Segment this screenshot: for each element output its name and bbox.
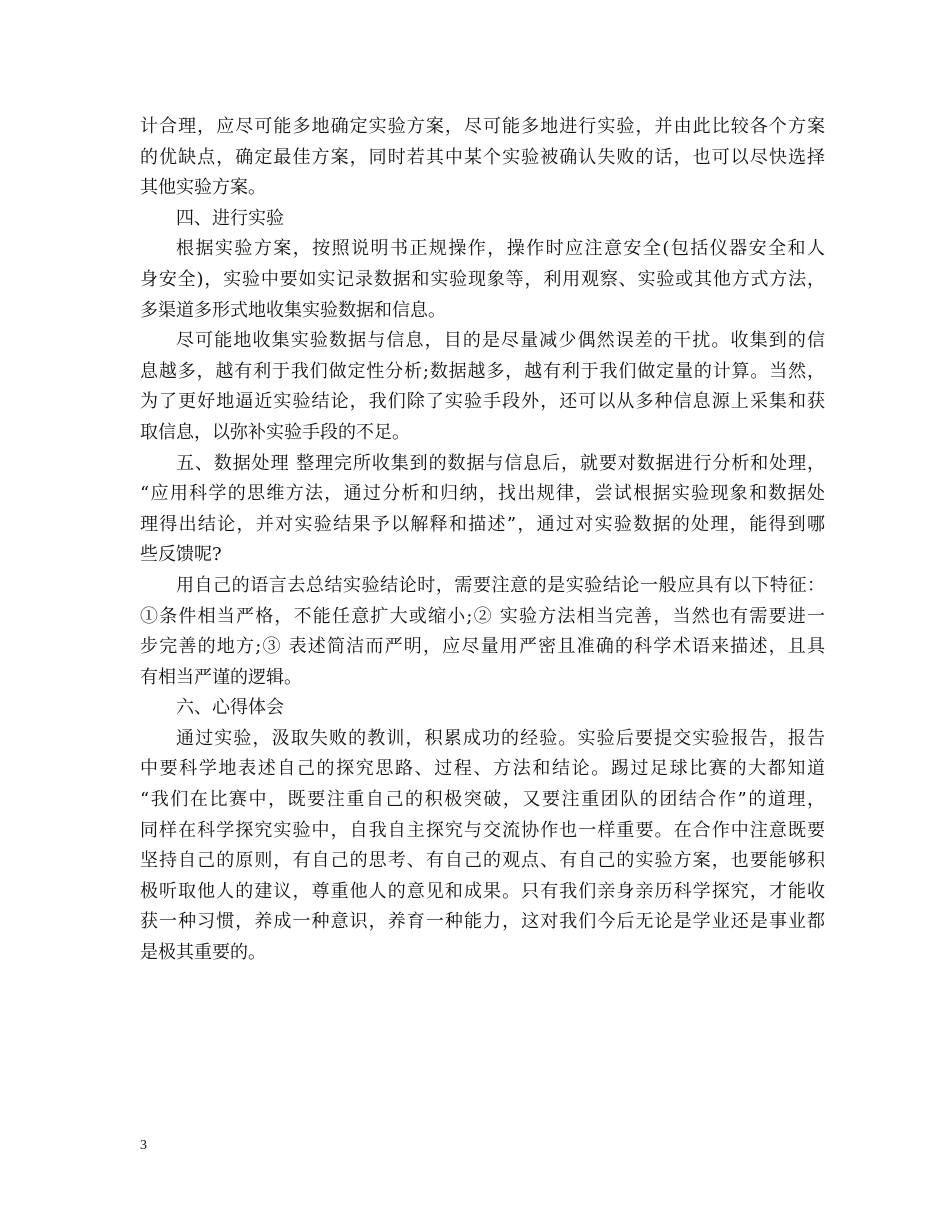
section-heading-experiment: 四、进行实验	[176, 207, 284, 229]
text-line: 身安全)，实验中要如实记录数据和实验现象等，利用观察、实验或其他方式方法，	[140, 268, 825, 290]
text-line: 为了更好地逼近实验结论，我们除了实验手段外，还可以从多种信息源上采集和获	[140, 391, 825, 413]
document-body	[140, 112, 825, 969]
section-heading-reflections: 六、心得体会	[176, 697, 284, 719]
text-line: 的优缺点，确定最佳方案，同时若其中某个实验被确认失败的话，也可以尽快选择	[140, 146, 825, 168]
text-line: 坚持自己的原则，有自己的思考、有自己的观点、有自己的实验方案，也要能够积	[140, 850, 825, 872]
text-line: 计合理，应尽可能多地确定实验方案，尽可能多地进行实验，并由此比较各个方案	[140, 116, 825, 137]
text-line: 是极其重要的。	[140, 942, 266, 964]
text-line: 些反馈呢?	[140, 544, 222, 566]
text-line: “应用科学的思维方法，通过分析和归纳，找出规律，尝试根据实验现象和数据处	[140, 483, 825, 505]
text-line: 步完善的地方;③ 表述简洁而严明，应尽量用严密且准确的科学术语来描述，且具	[140, 636, 825, 658]
text-line: 理得出结论，并对实验结果予以解释和描述”，通过对实验数据的处理，能得到哪	[140, 513, 825, 535]
text-line: 其他实验方案。	[140, 177, 266, 199]
section-heading-data-processing: 五、数据处理 整理完所收集到的数据与信息后，就要对数据进行分析和处理，	[176, 452, 825, 474]
text-line: 取信息，以弥补实验手段的不足。	[140, 421, 410, 443]
text-line: “我们在比赛中，既要注重自己的积极突破，又要注重团队的团结合作”的道理，	[140, 789, 825, 811]
text-line: 用自己的语言去总结实验结论时，需要注意的是实验结论一般应具有以下特征：	[176, 574, 825, 596]
text-line: 多渠道多形式地收集实验数据和信息。	[140, 299, 446, 321]
text-line: 获一种习惯，养成一种意识，养育一种能力，这对我们今后无论是学业还是事业都	[140, 911, 825, 933]
text-line: 极听取他人的建议，尊重他人的意见和成果。只有我们亲身亲历科学探究，才能收	[140, 880, 825, 902]
text-line: 中要科学地表述自己的探究思路、过程、方法和结论。踢过足球比赛的大都知道	[140, 758, 825, 780]
text-line: 同样在科学探究实验中，自我自主探究与交流协作也一样重要。在合作中注意既要	[140, 819, 825, 841]
text-line: 根据实验方案，按照说明书正规操作，操作时应注意安全(包括仪器安全和人	[176, 238, 825, 260]
page-number: 3	[140, 1138, 147, 1153]
text-line: ①条件相当严格，不能任意扩大或缩小;② 实验方法相当完善，当然也有需要进一	[140, 605, 825, 627]
text-line: 有相当严谨的逻辑。	[140, 666, 302, 688]
text-line: 尽可能地收集实验数据与信息，目的是尽量减少偶然误差的干扰。收集到的信	[176, 330, 825, 352]
text-line: 通过实验，汲取失败的教训，积累成功的经验。实验后要提交实验报告，报告	[176, 727, 825, 749]
text-line: 息越多，越有利于我们做定性分析;数据越多，越有利于我们做定量的计算。当然，	[140, 360, 825, 382]
